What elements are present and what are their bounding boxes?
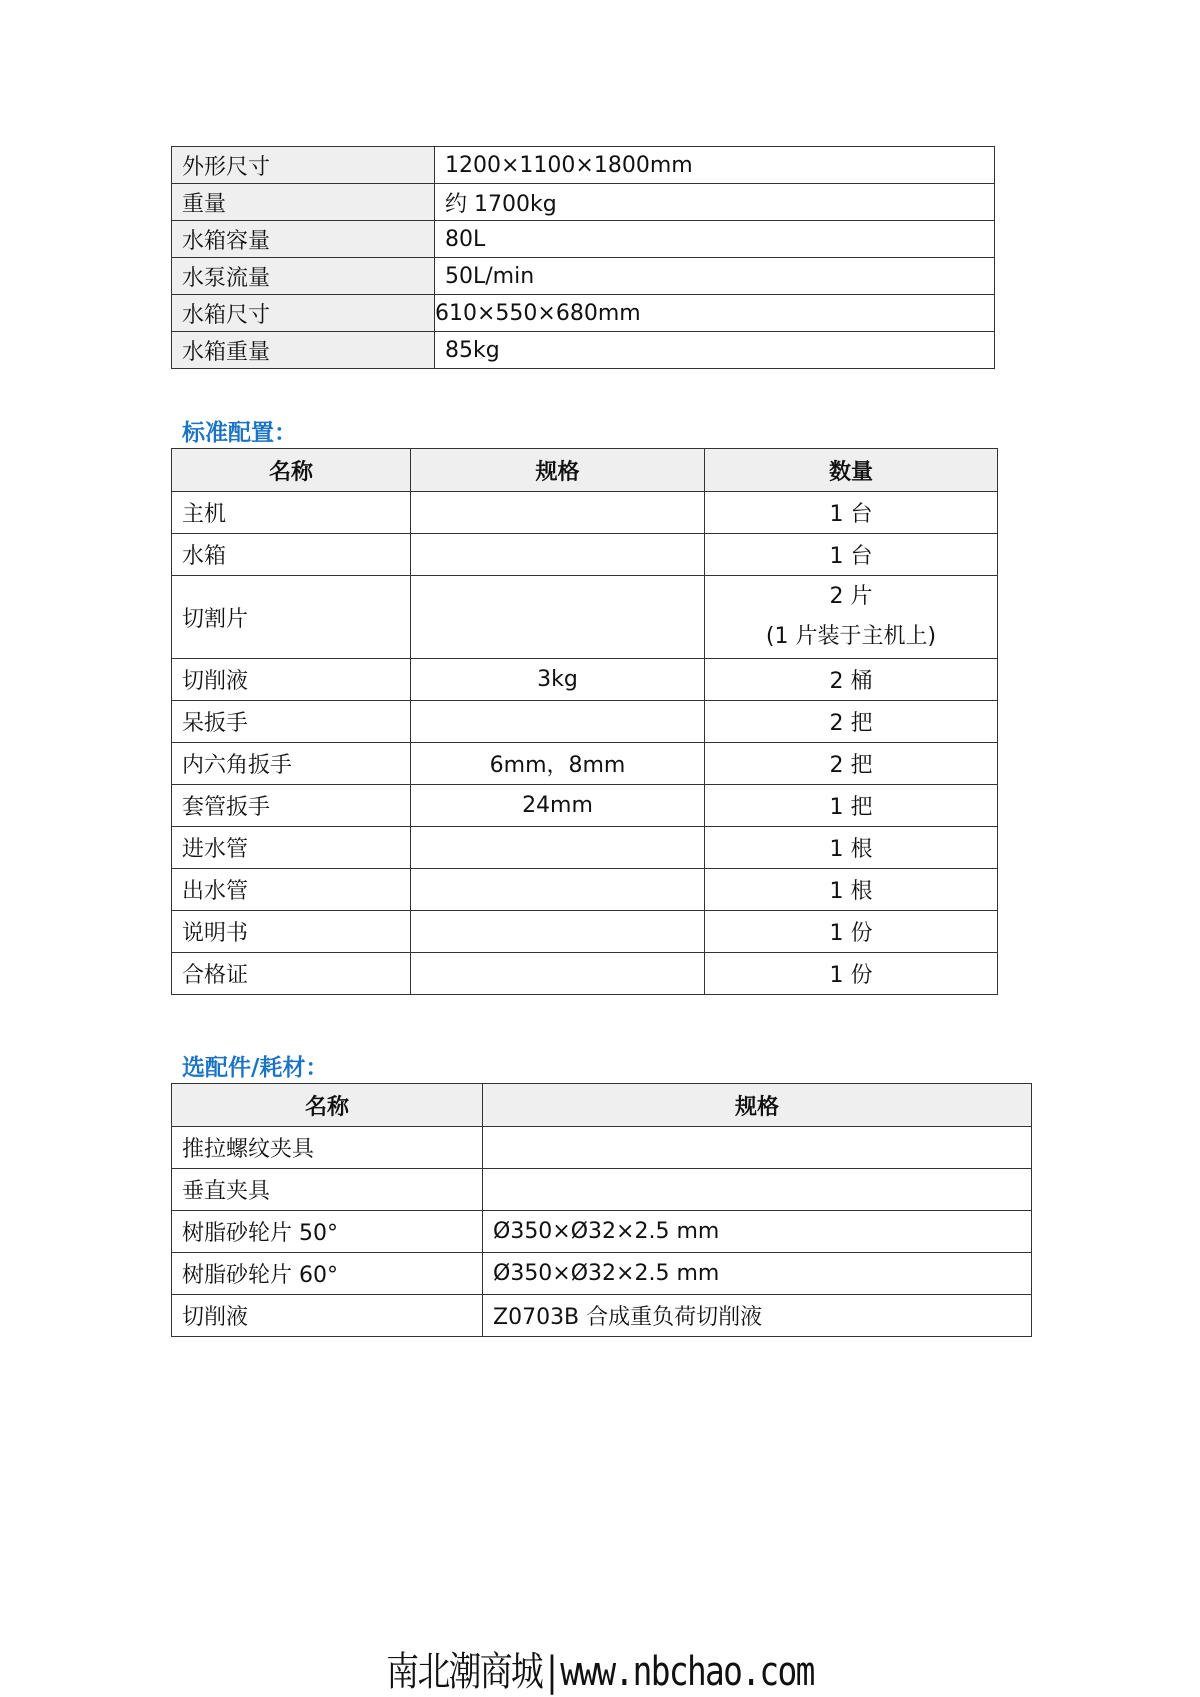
item-name: 水箱 [172,534,411,576]
part-spec [483,1127,1032,1169]
table-row [172,1211,1032,1253]
standard-config-heading: 标准配置： [182,420,297,446]
item-name: 呆扳手 [172,701,411,743]
table-row [172,1169,1032,1211]
item-spec [411,869,705,911]
item-name: 切割片 [172,576,411,659]
part-name: 切削液 [172,1295,483,1337]
item-name: 进水管 [172,827,411,869]
spec-value: 50L/min [435,258,995,295]
item-name: 出水管 [172,869,411,911]
table-row [172,295,995,332]
item-qty: 1 台 [705,534,998,576]
optional-parts-heading: 选配件/耗材： [182,1055,329,1081]
spec-table [171,146,995,369]
standard-config-table [171,448,998,995]
spec-label: 水箱尺寸 [172,295,435,332]
item-name: 切削液 [172,659,411,701]
table-header-row [172,1084,1032,1127]
spec-value: 85kg [435,332,995,369]
table-row [172,1295,1032,1337]
item-qty: 2 桶 [705,659,998,701]
part-name: 垂直夹具 [172,1169,483,1211]
item-spec [411,576,705,659]
item-name: 合格证 [172,953,411,995]
part-spec: Z0703B 合成重负荷切削液 [483,1295,1032,1337]
table-row [172,184,995,221]
table-row [172,953,998,995]
part-spec: Ø350×Ø32×2.5 mm [483,1253,1032,1295]
part-spec [483,1169,1032,1211]
item-qty: 2 片 [829,584,873,609]
item-spec: 6mm，8mm [411,743,705,785]
item-qty: 1 份 [705,953,998,995]
spec-label: 水泵流量 [172,258,435,295]
spec-label: 水箱重量 [172,332,435,369]
item-qty: 2 把 [705,701,998,743]
item-name: 内六角扳手 [172,743,411,785]
column-header-qty: 数量 [705,449,998,492]
item-qty: 1 份 [705,911,998,953]
table-row [172,221,995,258]
table-row [172,258,995,295]
column-header-name: 名称 [172,449,411,492]
item-spec [411,827,705,869]
item-qty: 1 根 [705,869,998,911]
item-spec [411,911,705,953]
column-header-spec: 规格 [411,449,705,492]
table-row [172,332,995,369]
table-row [172,534,998,576]
item-name: 套管扳手 [172,785,411,827]
item-qty: 1 根 [705,827,998,869]
spec-value: 80L [435,221,995,258]
table-row [172,911,998,953]
table-row [172,1127,1032,1169]
part-name: 树脂砂轮片 60° [172,1253,483,1295]
part-spec: Ø350×Ø32×2.5 mm [483,1211,1032,1253]
item-spec [411,492,705,534]
item-spec: 24mm [411,785,705,827]
column-header-name: 名称 [172,1084,483,1127]
item-name: 主机 [172,492,411,534]
item-qty-cell [705,576,998,659]
item-qty-note: (1 片装于主机上) [765,624,937,649]
item-qty: 2 把 [705,743,998,785]
table-row [172,785,998,827]
spec-value: 610×550×680mm [435,295,995,332]
item-qty: 1 把 [705,785,998,827]
part-name: 树脂砂轮片 50° [172,1211,483,1253]
table-row [172,576,998,659]
spec-value: 1200×1100×1800mm [435,147,995,184]
table-row [172,869,998,911]
item-spec [411,953,705,995]
table-row [172,659,998,701]
footer-watermark: 南北潮商城|www.nbchao.com [386,1649,814,1695]
table-row [172,827,998,869]
item-name: 说明书 [172,911,411,953]
spec-label: 外形尺寸 [172,147,435,184]
part-name: 推拉螺纹夹具 [172,1127,483,1169]
table-row [172,701,998,743]
table-header-row [172,449,998,492]
item-spec: 3kg [411,659,705,701]
table-row [172,492,998,534]
table-row [172,147,995,184]
spec-label: 重量 [172,184,435,221]
item-spec [411,701,705,743]
column-header-spec: 规格 [483,1084,1032,1127]
table-row [172,743,998,785]
spec-value: 约 1700kg [435,184,995,221]
spec-label: 水箱容量 [172,221,435,258]
optional-parts-table [171,1083,1032,1337]
table-row [172,1253,1032,1295]
item-qty: 1 台 [705,492,998,534]
item-spec [411,534,705,576]
